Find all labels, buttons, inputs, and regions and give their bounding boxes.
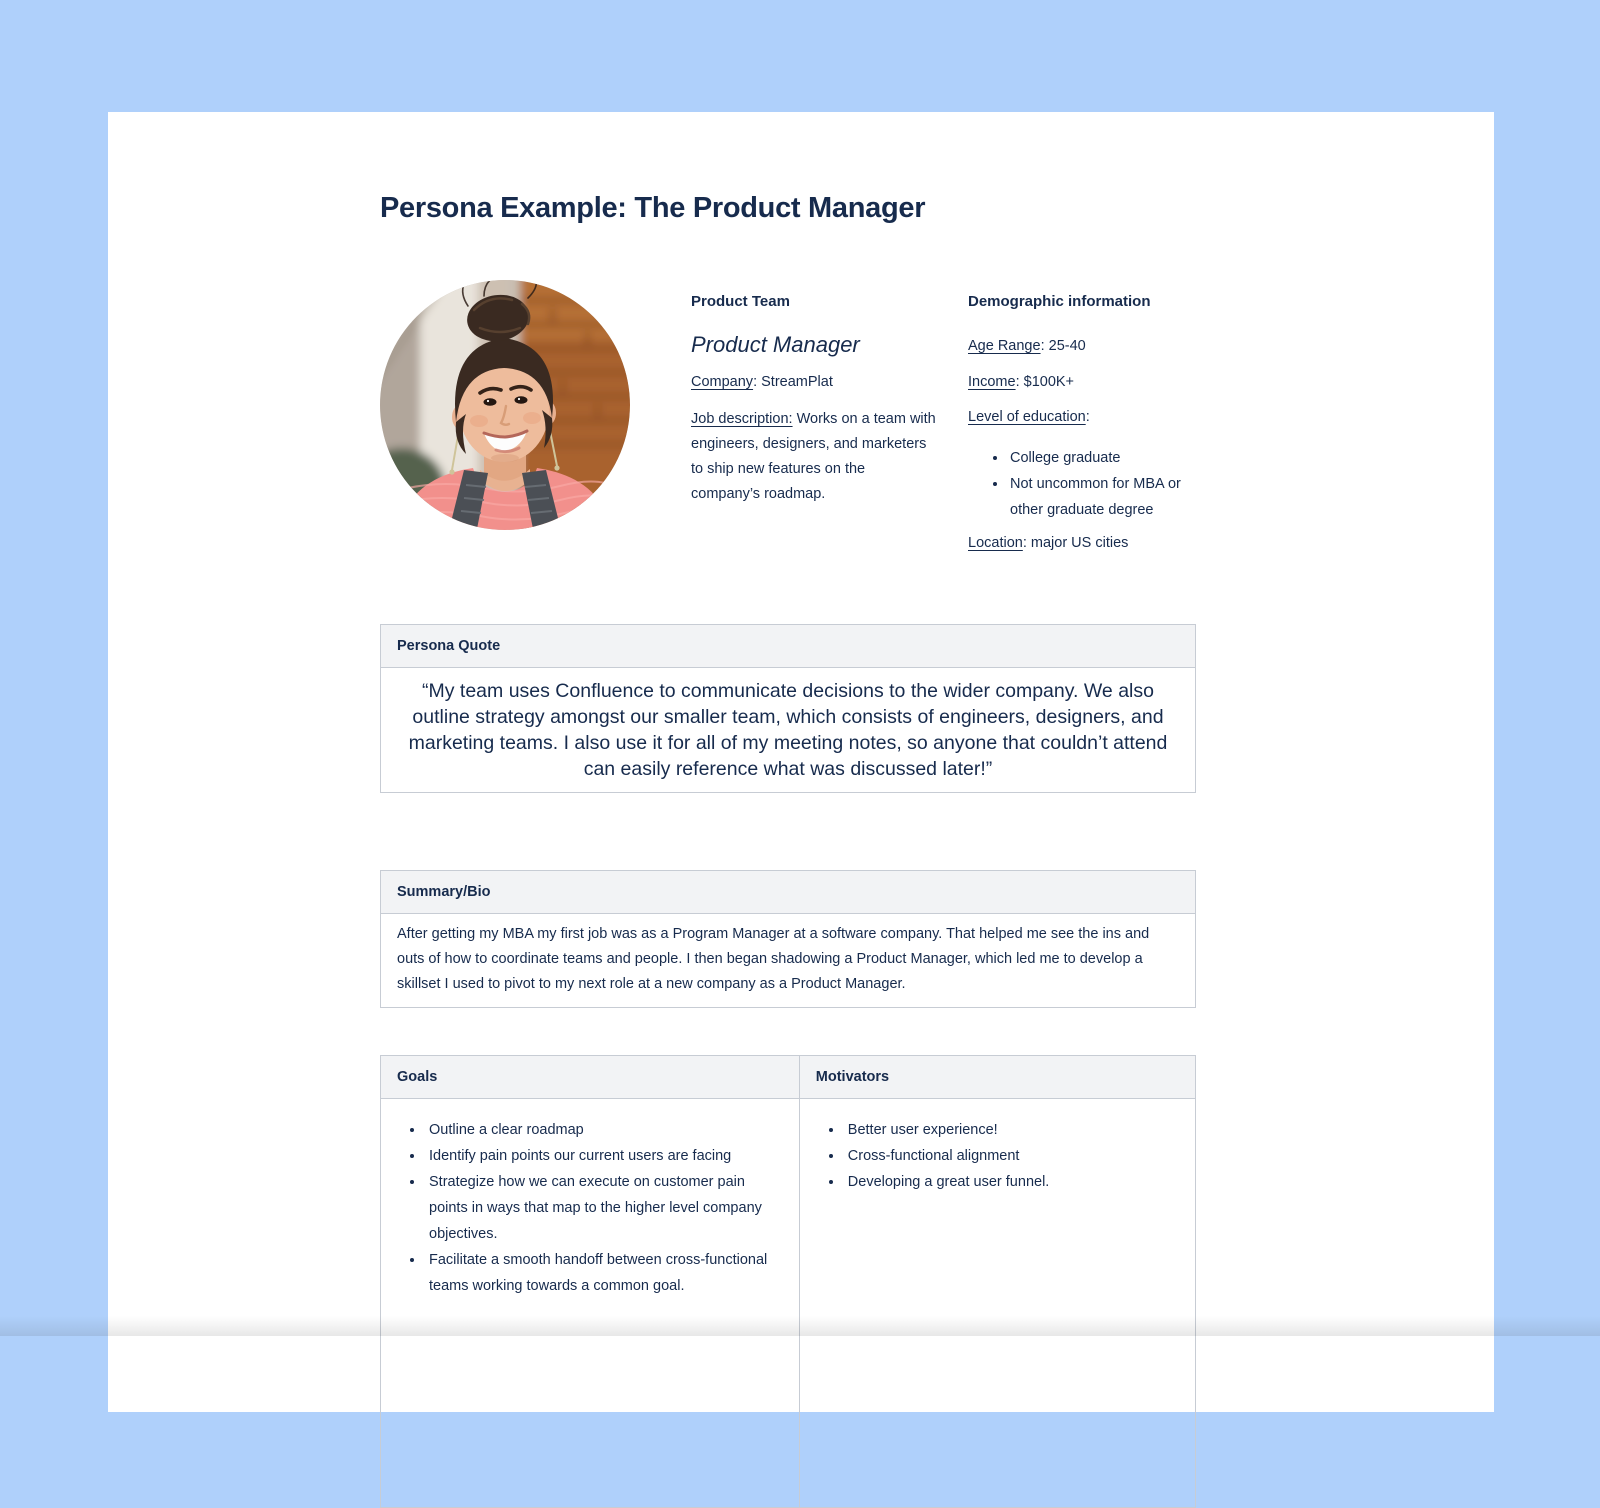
education-item: • College graduate bbox=[1008, 445, 1196, 471]
persona-quote-text: “My team uses Confluence to communicate decisions to the wider company. We also outline strategy amongst our smaller team, which consists of engineers, designers, and marketing teams. I also use it for all of my meeting notes, so anyone that couldn’t attend can easily reference what was discussed later!” bbox=[408, 680, 1168, 780]
company-value: StreamPlat bbox=[761, 374, 833, 390]
page-content bbox=[380, 112, 1196, 1508]
page-title: Persona Example: The Product Manager bbox=[380, 192, 926, 224]
age-range-line: Age Range: 25-40 bbox=[968, 338, 1086, 354]
motivators-cell bbox=[799, 1099, 1195, 1508]
persona-quote-heading: Persona Quote bbox=[381, 625, 1195, 668]
education-list bbox=[968, 445, 1196, 523]
goals-motivators-table bbox=[380, 1055, 1196, 1508]
persona-quote-panel bbox=[380, 624, 1196, 793]
goals-heading: Goals bbox=[381, 1056, 800, 1099]
education-label: Level of education bbox=[968, 409, 1086, 425]
job-description-label: Job description: bbox=[691, 411, 793, 427]
goals-item: • Facilitate a smooth handoff between cross-functional teams working towards a common goal. bbox=[425, 1247, 783, 1299]
motivators-list bbox=[816, 1117, 1179, 1195]
goals-list bbox=[397, 1117, 783, 1299]
income-label: Income bbox=[968, 374, 1016, 390]
education-line: Level of education: bbox=[968, 409, 1090, 425]
location-value: major US cities bbox=[1030, 535, 1129, 551]
product-team-heading: Product Team bbox=[691, 293, 790, 310]
demographics-heading: Demographic information bbox=[968, 293, 1151, 310]
age-range-value: 25-40 bbox=[1048, 338, 1086, 354]
company-label: Company bbox=[691, 374, 754, 390]
income-line: Income: $100K+ bbox=[968, 374, 1075, 390]
motivators-item: • Cross-functional alignment bbox=[844, 1143, 1179, 1169]
job-description-value: Works on a team with engineers, designers, and marketers to ship new features on the company’s roadmap. bbox=[691, 411, 936, 502]
product-team-section bbox=[691, 280, 937, 553]
location-label: Location bbox=[968, 535, 1023, 551]
motivators-item: • Developing a great user funnel. bbox=[844, 1169, 1179, 1195]
document-page bbox=[108, 112, 1494, 1412]
education-item: • Not uncommon for MBA or other graduate degree bbox=[1008, 471, 1196, 523]
demographics-section bbox=[968, 280, 1196, 553]
summary-bio-text: After getting my MBA my first job was as a Program Manager at a software company. That helped me see the ins and outs of how to coordinate teams and people. I then began shadowing a Product Manager, which led me to develop a skillset I used to pivot to my next role at a new company as a Product Manager. bbox=[397, 926, 1150, 992]
goals-item: • Identify pain points our current users are facing bbox=[425, 1143, 783, 1169]
motivators-heading: Motivators bbox=[799, 1056, 1195, 1099]
income-value: $100K+ bbox=[1023, 374, 1075, 390]
summary-bio-heading: Summary/Bio bbox=[381, 871, 1195, 914]
location-line: Location: major US cities bbox=[968, 535, 1129, 551]
goals-item: • Outline a clear roadmap bbox=[425, 1117, 783, 1143]
goals-item: • Strategize how we can execute on customer pain points in ways that map to the higher level company objectives. bbox=[425, 1169, 783, 1247]
company-line: Company: StreamPlat bbox=[691, 374, 833, 390]
persona-header-row bbox=[380, 280, 1196, 553]
motivators-item: • Better user experience! bbox=[844, 1117, 1179, 1143]
age-range-label: Age Range bbox=[968, 338, 1041, 354]
summary-bio-panel bbox=[380, 870, 1196, 1008]
job-description-line bbox=[691, 407, 937, 507]
goals-cell bbox=[381, 1099, 800, 1508]
persona-photo bbox=[380, 280, 630, 530]
role-title: Product Manager bbox=[691, 332, 860, 357]
